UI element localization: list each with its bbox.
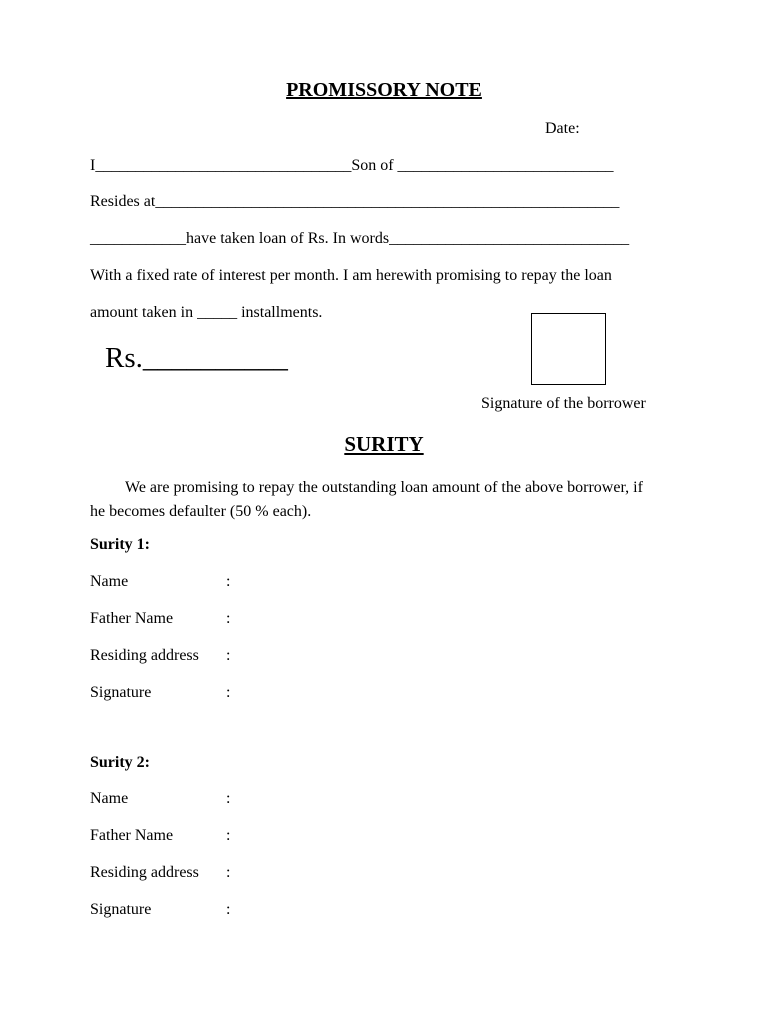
surity1-father-name-colon: :	[226, 610, 231, 627]
surity1-address-label: Residing address	[90, 647, 199, 664]
surity1-address-colon: :	[226, 647, 231, 664]
surity1-father-name-label: Father Name	[90, 610, 174, 627]
surity1-name-label: Name	[90, 573, 129, 590]
residence-line: Resides at__________________________________________________________	[90, 193, 620, 210]
surity-title: SURITY	[344, 432, 424, 456]
surity2-address-colon: :	[226, 864, 231, 881]
surity2-name-label: Name	[90, 790, 129, 807]
photo-box	[531, 313, 606, 385]
surity1-name-colon: :	[226, 573, 231, 590]
surity1-signature-label: Signature	[90, 684, 152, 701]
rs-amount-line: Rs.__________	[105, 342, 288, 374]
date-label: Date:	[545, 120, 580, 137]
loan-amount-line: ____________have taken loan of Rs. In words______________________________	[90, 230, 630, 247]
surity1-heading: Surity 1:	[90, 536, 150, 553]
surity2-address-label: Residing address	[90, 864, 199, 881]
installments-line: amount taken in _____ installments.	[90, 304, 323, 321]
surity-paragraph	[90, 476, 650, 524]
surity-paragraph-text: We are promising to repay the outstanding loan amount of the above borrower, if he becomes defaulter (50 % each).	[90, 479, 643, 520]
surity1-signature-colon: :	[226, 684, 231, 701]
document-title: PROMISSORY NOTE	[286, 79, 482, 101]
surity2-heading: Surity 2:	[90, 754, 150, 771]
interest-statement-line: With a fixed rate of interest per month. I am herewith promising to repay the loan	[90, 267, 612, 284]
surity2-father-name-colon: :	[226, 827, 231, 844]
borrower-name-line: I________________________________Son of ___________________________	[90, 157, 614, 174]
borrower-signature-label: Signature of the borrower	[481, 395, 646, 412]
surity2-signature-colon: :	[226, 901, 231, 918]
surity2-name-colon: :	[226, 790, 231, 807]
surity2-father-name-label: Father Name	[90, 827, 174, 844]
surity2-signature-label: Signature	[90, 901, 152, 918]
